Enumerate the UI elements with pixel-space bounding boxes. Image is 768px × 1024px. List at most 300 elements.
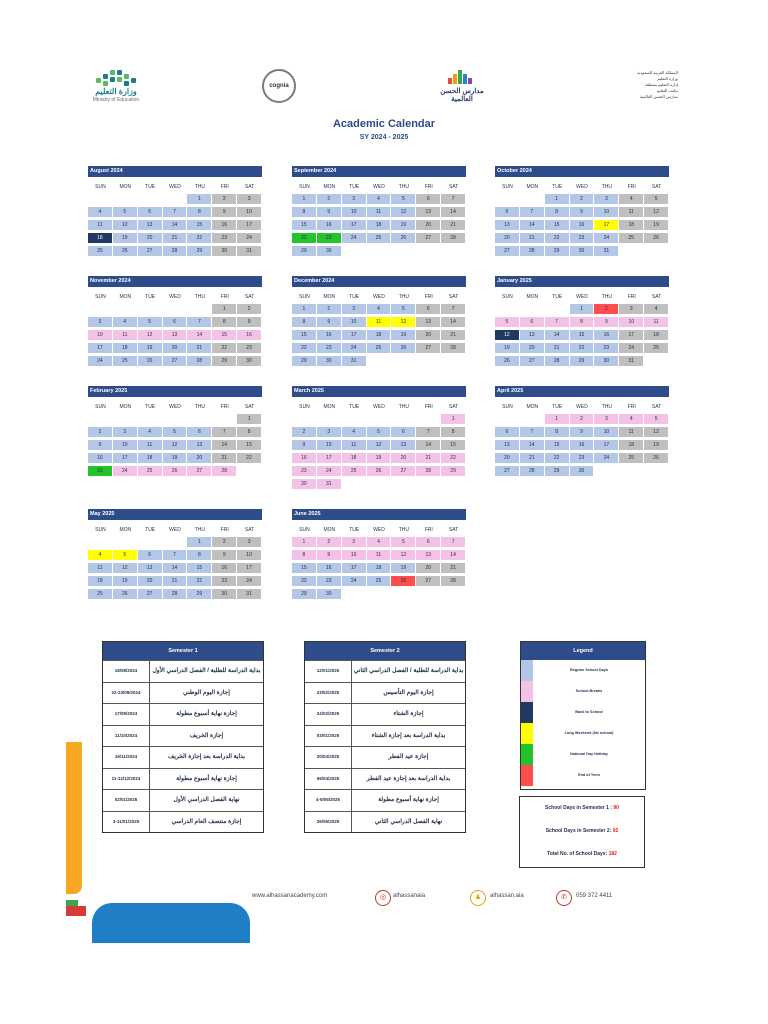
day-cell: 20 [416,220,440,230]
day-cell: 22 [212,343,236,353]
snapchat-icon: ♟ [470,890,486,906]
day-cell: 7 [163,550,187,560]
website-link[interactable]: www.alhassanacademy.com [252,893,328,899]
day-cell: 27 [495,246,519,256]
day-cell: 14 [545,330,569,340]
empty-cell [292,414,316,424]
empty-cell [138,537,162,547]
ministry-line: المملكة العربية السعودية [637,70,678,75]
month-days-grid [88,414,262,476]
day-cell: 9 [212,207,236,217]
event-name: بداية الدراسة للطلبة / الفصل الدراسي الأول [152,668,261,674]
day-cell: 22 [570,343,594,353]
event-name: إجازة اليوم التأسيس [383,689,434,696]
day-cell: 25 [367,576,391,586]
day-cell: 7 [416,427,440,437]
day-cell: 14 [520,220,544,230]
day-name: SAT [244,184,255,190]
day-cell: 3 [88,317,112,327]
day-cell: 15 [237,440,261,450]
semester-row [103,811,263,833]
day-name: WED [373,404,385,410]
day-cell: 24 [237,576,261,586]
event-date: 22-23/09/2024 [103,683,150,704]
day-cell: 15 [570,330,594,340]
day-names-row [292,181,466,194]
ministry-line: مكتب التعليم [656,88,678,93]
day-name: FRI [627,404,636,410]
day-cell: 27 [138,246,162,256]
day-cell: 10 [237,207,261,217]
legend-item [521,660,645,681]
ministry-header-text [630,70,678,100]
day-name: TUE [349,184,360,190]
day-cell: 1 [545,194,569,204]
day-cell: 2 [317,194,341,204]
day-name: THU [398,527,409,533]
day-cell: 26 [391,343,415,353]
day-cell: 15 [292,563,316,573]
day-name: SAT [244,404,255,410]
empty-cell [391,414,415,424]
legend-item [521,681,645,702]
semester-1-table [102,641,264,833]
event-date: 24/02/2025 [305,704,352,725]
day-cell: 13 [138,563,162,573]
day-cell: 6 [495,427,519,437]
day-cell: 4 [644,304,668,314]
month-title: August 2024 [88,166,262,177]
day-cell: 6 [163,317,187,327]
day-cell: 20 [495,233,519,243]
ministry-line: مدارس الحسن العالمية [639,94,678,99]
day-cell: 20 [391,453,415,463]
day-cell: 17 [594,440,618,450]
day-cell: 25 [619,233,643,243]
day-names-row [292,401,466,414]
day-cell: 2 [212,537,236,547]
day-cell: 20 [187,453,211,463]
day-cell: 9 [317,317,341,327]
day-cell: 6 [495,207,519,217]
semester-row [103,768,263,790]
day-cell: 17 [342,330,366,340]
day-cell: 23 [570,233,594,243]
day-cell: 5 [113,550,137,560]
day-name: WED [169,294,181,300]
day-cell: 28 [520,246,544,256]
day-cell: 10 [594,207,618,217]
total-school-days: Total No. of School Days: 182 [547,851,617,857]
event-date: 3-11/01/2025 [103,812,150,833]
semester-row [305,725,465,747]
event-name: إجازة نهاية أسبوع مطولة [176,711,237,717]
day-cell: 30 [570,466,594,476]
day-cell: 29 [292,356,316,366]
day-cell: 14 [212,440,236,450]
day-cell: 8 [187,207,211,217]
day-cell: 22 [545,233,569,243]
day-cell: 25 [88,589,112,599]
day-cell: 9 [317,207,341,217]
empty-cell [88,537,112,547]
alhassan-school-logo [432,70,492,103]
day-cell: 19 [495,343,519,353]
day-cell: 23 [317,343,341,353]
day-cell: 3 [317,427,341,437]
day-cell: 14 [416,440,440,450]
day-cell: 16 [570,440,594,450]
day-cell: 23 [212,233,236,243]
day-cell: 9 [317,550,341,560]
day-cell: 4 [342,427,366,437]
instagram-icon: ◎ [375,890,391,906]
day-cell: 3 [594,194,618,204]
day-cell: 15 [545,220,569,230]
moe-logo-icon [96,70,136,86]
day-name: SUN [299,294,310,300]
day-cell: 31 [237,246,261,256]
day-cell: 6 [416,194,440,204]
day-cell: 28 [545,356,569,366]
month-title: February 2025 [88,386,262,397]
day-cell: 26 [391,576,415,586]
day-cell: 19 [644,220,668,230]
day-name: WED [169,404,181,410]
day-cell: 8 [212,317,236,327]
day-cell: 20 [138,576,162,586]
day-cell: 30 [292,479,316,489]
day-cell: 7 [212,427,236,437]
day-cell: 5 [391,537,415,547]
semester-row [103,660,263,682]
day-cell: 18 [342,453,366,463]
day-cell: 5 [391,304,415,314]
day-cell: 15 [187,563,211,573]
empty-cell [163,537,187,547]
semester-1-days: School Days in Semester 1 : 90 [545,805,619,811]
day-cell: 19 [367,453,391,463]
day-cell: 2 [212,194,236,204]
event-name: بداية الدراسة بعد إجازة الخريف [167,754,245,760]
day-cell: 16 [88,453,112,463]
empty-cell [88,304,112,314]
day-cell: 22 [292,233,316,243]
day-cell: 11 [619,207,643,217]
day-cell: 5 [163,427,187,437]
day-names-row [292,524,466,537]
day-cell: 19 [644,440,668,450]
day-cell: 16 [292,453,316,463]
day-cell: 28 [163,246,187,256]
day-cell: 16 [570,220,594,230]
day-cell: 18 [619,220,643,230]
day-cell: 21 [520,233,544,243]
day-cell: 17 [317,453,341,463]
day-names-row [88,524,262,537]
day-cell: 2 [317,304,341,314]
day-cell: 11 [619,427,643,437]
legend-label: National Day Holiday [570,752,608,756]
event-date: 23/02/2025 [305,683,352,704]
event-date: 18/08/2024 [103,661,150,682]
day-cell: 10 [317,440,341,450]
day-cell: 3 [342,194,366,204]
decorative-blue-shape [92,903,250,943]
decorative-orange-bar [66,742,82,894]
phone-icon: ✆ [556,890,572,906]
month-days-grid [495,304,669,366]
phone-number[interactable]: 059 372 4411 [576,893,613,899]
day-cell: 10 [619,317,643,327]
day-cell: 19 [163,453,187,463]
day-name: THU [398,294,409,300]
day-cell: 7 [441,537,465,547]
empty-cell [88,194,112,204]
day-cell: 6 [416,304,440,314]
day-cell: 14 [163,563,187,573]
day-name: SAT [244,527,255,533]
empty-cell [520,414,544,424]
day-cell: 28 [187,356,211,366]
day-cell: 26 [644,233,668,243]
day-cell: 21 [187,343,211,353]
day-cell: 13 [187,440,211,450]
day-cell: 18 [113,343,137,353]
day-cell: 31 [317,479,341,489]
day-cell: 21 [441,220,465,230]
day-name: FRI [424,404,433,410]
day-cell: 1 [292,537,316,547]
month-calendar [495,386,669,476]
day-name: WED [373,184,385,190]
day-cell: 18 [88,576,112,586]
day-cell: 9 [237,317,261,327]
event-name: إجازة الشتاء [393,711,424,717]
day-cell: 27 [416,576,440,586]
day-cell: 18 [367,220,391,230]
legend-item [521,702,645,723]
day-cell: 13 [520,330,544,340]
snapchat-handle[interactable]: alhassan.aia [490,893,524,899]
day-cell: 14 [441,317,465,327]
day-cell: 30 [317,356,341,366]
legend-label: Regular School Days [570,668,608,672]
day-names-row [88,181,262,194]
page-subtitle: SY 2024 - 2025 [359,134,409,141]
day-name: MON [119,294,132,300]
legend-label: Back to School [575,710,603,714]
day-name: MON [119,184,132,190]
semester-row [305,811,465,833]
event-date: 4-5/05/2025 [305,790,352,811]
day-cell: 5 [644,194,668,204]
day-cell: 15 [187,220,211,230]
day-cell: 3 [594,414,618,424]
day-name: TUE [145,184,156,190]
day-cell: 16 [212,220,236,230]
day-cell: 6 [520,317,544,327]
day-name: SUN [299,184,310,190]
legend-swatch [521,702,533,723]
day-cell: 6 [187,427,211,437]
legend-item [521,765,645,786]
day-cell: 19 [391,563,415,573]
day-name: TUE [552,404,563,410]
day-cell: 15 [441,440,465,450]
day-name: MON [323,184,336,190]
day-cell: 21 [441,563,465,573]
day-cell: 9 [570,427,594,437]
empty-cell [520,194,544,204]
day-cell: 11 [644,317,668,327]
day-cell: 21 [520,453,544,463]
day-cell: 19 [138,343,162,353]
event-name: بداية الدراسة بعد إجازة عيد الفطر [366,775,451,782]
day-cell: 13 [416,207,440,217]
day-name: FRI [220,294,229,300]
day-cell: 16 [317,330,341,340]
event-date: 11-12/12/2024 [103,769,150,790]
day-cell: 26 [367,466,391,476]
cognia-logo: cognia [262,69,296,103]
day-cell: 19 [391,330,415,340]
day-cell: 25 [138,466,162,476]
day-cell: 5 [495,317,519,327]
day-cell: 17 [342,563,366,573]
day-cell: 3 [342,304,366,314]
day-cell: 30 [317,246,341,256]
day-cell: 29 [545,466,569,476]
day-cell: 9 [88,440,112,450]
day-cell: 2 [570,414,594,424]
day-name: SUN [95,184,106,190]
page-title: Academic Calendar [332,118,436,130]
day-cell: 26 [644,453,668,463]
day-name: MON [119,527,132,533]
day-cell: 27 [187,466,211,476]
day-name: WED [169,184,181,190]
month-days-grid [292,537,466,599]
ministry-line: وزارة التعليم [657,76,678,81]
day-cell: 1 [187,537,211,547]
month-title: April 2025 [495,386,669,397]
day-cell: 24 [342,343,366,353]
day-cell: 12 [391,207,415,217]
day-name: WED [373,294,385,300]
day-cell: 24 [88,356,112,366]
day-name: THU [601,294,612,300]
empty-cell [416,414,440,424]
day-cell: 14 [187,330,211,340]
event-date: 12/01/2025 [305,661,352,682]
day-cell: 5 [367,427,391,437]
day-cell: 2 [292,427,316,437]
day-cell: 4 [619,194,643,204]
day-cell: 19 [391,220,415,230]
event-name: نهاية الفصل الدراسي الأول [173,797,240,803]
legend-swatch [521,723,533,744]
day-cell: 22 [441,453,465,463]
day-cell: 3 [113,427,137,437]
semester-row [305,789,465,811]
semester-2-days: School Days in Semester 2: 92 [545,828,619,834]
day-cell: 5 [138,317,162,327]
legend-title: Legend [521,642,645,660]
day-cell: 23 [237,343,261,353]
day-cell: 4 [113,317,137,327]
empty-cell [138,304,162,314]
day-cell: 22 [545,453,569,463]
semester-row [305,660,465,682]
day-cell: 10 [237,550,261,560]
event-name: نهاية الفصل الدراسي الثاني [374,818,443,825]
day-name: MON [526,294,539,300]
event-date: 20/03/2025 [305,747,352,768]
day-cell: 4 [138,427,162,437]
day-name: FRI [627,294,636,300]
empty-cell [113,304,137,314]
day-cell: 27 [416,233,440,243]
semester-row [103,682,263,704]
month-calendar [88,166,262,256]
event-date: 16/11/2024 [103,747,150,768]
day-cell: 12 [138,330,162,340]
month-title: June 2025 [292,509,466,520]
legend-item [521,723,645,744]
day-cell: 9 [594,317,618,327]
day-cell: 27 [495,466,519,476]
instagram-handle[interactable]: alhassanaia [393,893,426,899]
day-name: MON [323,527,336,533]
semester-row [305,768,465,790]
semester-2-table [304,641,466,833]
day-cell: 12 [391,317,415,327]
day-cell: 16 [317,220,341,230]
day-cell: 26 [495,356,519,366]
day-name: SAT [448,184,459,190]
school-name: مدارس الحسن العالمية [440,88,484,103]
day-cell: 6 [416,537,440,547]
day-cell: 13 [495,220,519,230]
day-cell: 31 [237,589,261,599]
day-name: THU [601,184,612,190]
day-cell: 28 [441,576,465,586]
month-title: January 2025 [495,276,669,287]
day-name: THU [194,527,205,533]
month-days-grid [292,414,466,489]
day-cell: 27 [163,356,187,366]
day-cell: 30 [237,356,261,366]
day-cell: 2 [88,427,112,437]
day-cell: 22 [187,233,211,243]
day-cell: 24 [113,466,137,476]
semester-row [103,703,263,725]
day-name: FRI [220,527,229,533]
day-cell: 10 [88,330,112,340]
day-cell: 28 [163,589,187,599]
day-cell: 19 [113,576,137,586]
legend-swatch [521,744,533,765]
day-cell: 11 [138,440,162,450]
empty-cell [367,414,391,424]
day-cell: 29 [292,589,316,599]
day-cell: 28 [212,466,236,476]
day-cell: 3 [237,194,261,204]
month-calendar [292,509,466,599]
day-cell: 27 [416,343,440,353]
day-cell: 11 [342,440,366,450]
